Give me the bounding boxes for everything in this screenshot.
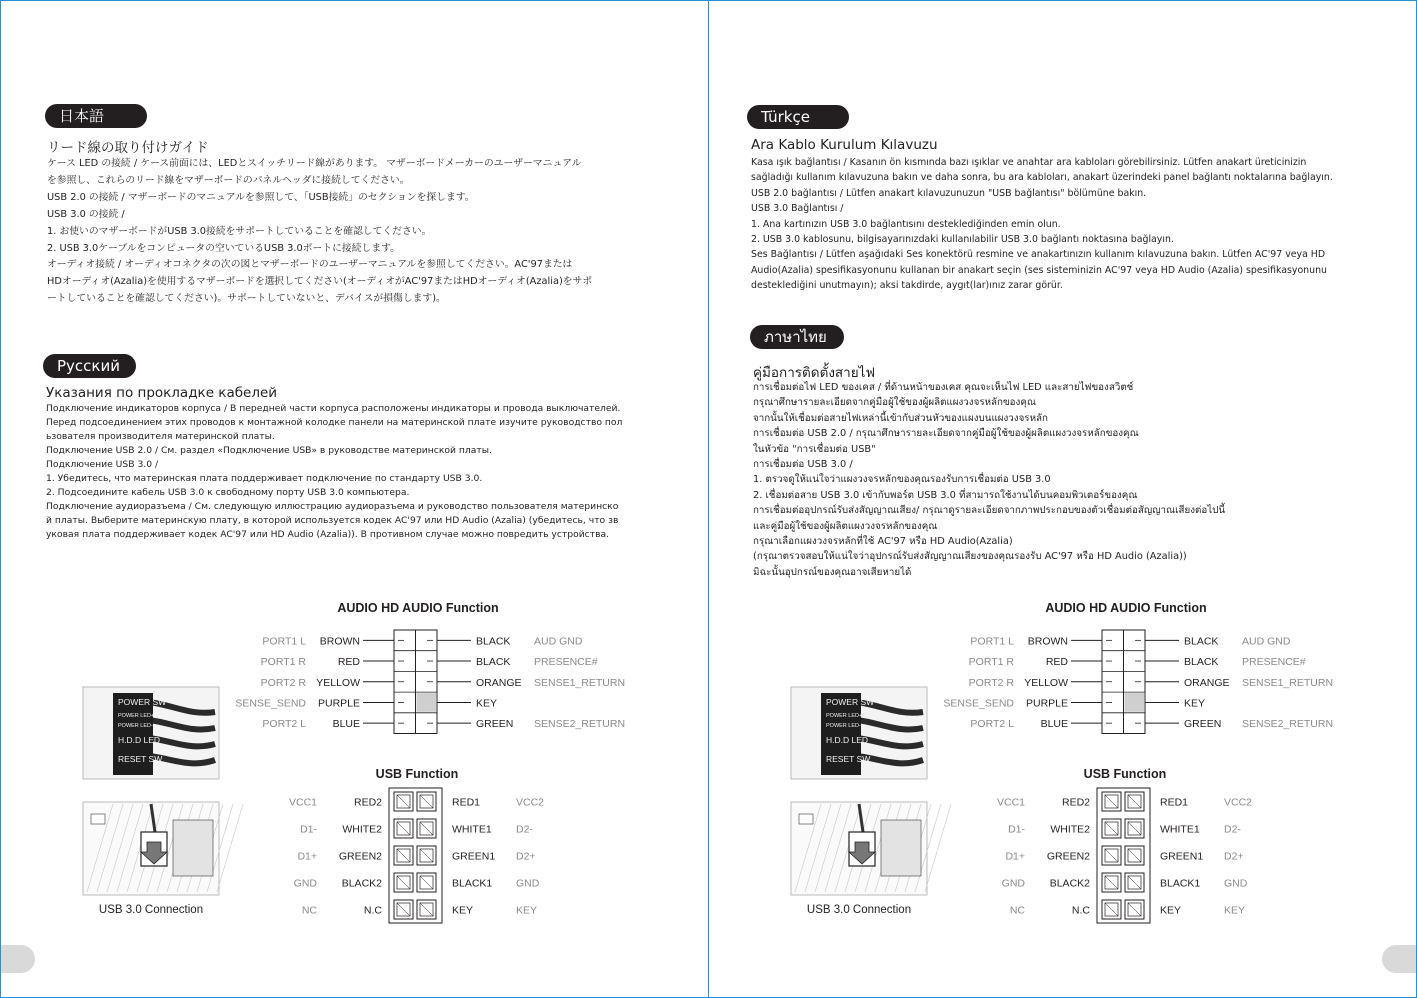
usb-right-signal: D2+ bbox=[1224, 850, 1244, 863]
russian-title: Указания по прокладке кабелей bbox=[46, 385, 278, 401]
audio-left-wire: RED bbox=[337, 656, 360, 669]
text-line: Перед подсоединением этих проводов к монтажной колодке панели на материнской плате изучите руководство пол bbox=[46, 417, 623, 428]
board-hatch bbox=[925, 804, 951, 892]
audio-left-wire: BLUE bbox=[1040, 718, 1068, 731]
thai-section-label: ภาษาไทย bbox=[750, 325, 844, 349]
text-line: ьзователя производителя материнской платы. bbox=[46, 431, 275, 442]
audio-right-wire: GREEN bbox=[1184, 718, 1222, 731]
board-chip bbox=[799, 814, 813, 824]
usb-left-wire: RED2 bbox=[1061, 796, 1090, 809]
text-line: USB 2.0 の接続 / マザーボードのマニュアルを参照して、「USB接続」のセクションを探します。 bbox=[47, 191, 475, 203]
audio-port-label: PORT2 R bbox=[968, 676, 1014, 689]
turkish-section-label: Türkçe bbox=[747, 105, 849, 129]
usb-left-signal: VCC1 bbox=[996, 796, 1025, 809]
audio-signal-label: PRESENCE# bbox=[1242, 656, 1306, 669]
connector-diagram-right bbox=[709, 1, 1417, 998]
usb-left-signal: D1+ bbox=[1005, 850, 1025, 863]
audio-port-label: SENSE_SEND bbox=[943, 697, 1014, 710]
usb-right-signal: GND bbox=[1224, 877, 1248, 890]
usb-right-signal: D2- bbox=[516, 823, 533, 836]
text-line: USB 3.0 の接続 / bbox=[47, 208, 125, 220]
audio-port-label: PORT1 R bbox=[968, 656, 1014, 669]
page-tab bbox=[1382, 945, 1417, 973]
audio-right-wire: BLACK bbox=[476, 656, 511, 669]
usb-left-wire: N.C bbox=[363, 904, 382, 917]
text-line: 2. เชื่อมต่อสาย USB 3.0 เข้ากับพอร์ต USB 3.0 ที่สามารถใช้งานได้บนคอมพิวเตอร์ของคุณ bbox=[753, 489, 1138, 501]
audio-left-wire: PURPLE bbox=[317, 697, 360, 710]
front-panel-label: POWER LED- bbox=[826, 723, 861, 729]
audio-right-wire: BLACK bbox=[1184, 635, 1219, 648]
page-tab bbox=[0, 945, 35, 973]
usb-left-signal: D1- bbox=[1008, 823, 1025, 836]
text-line: การเชื่อมต่อ USB 3.0 / bbox=[753, 459, 853, 471]
right-page bbox=[708, 0, 1417, 998]
usb-right-wire: WHITE1 bbox=[1160, 823, 1200, 836]
audio-key-pin bbox=[417, 693, 437, 712]
text-line: уковая плата поддерживает кодек AC'97 или HD Audio (Azalia)). В противном случае можно повредить устройства. bbox=[46, 529, 610, 540]
text-line: 1. ตรวจดูให้แน่ใจว่าแผงวงจรหลักของคุณรองรับการเชื่อมต่อ USB 3.0 bbox=[753, 474, 1051, 486]
audio-left-wire: BROWN bbox=[1027, 635, 1068, 648]
usb-right-wire: RED1 bbox=[452, 796, 481, 809]
audio-function-title: AUDIO HD AUDIO Function bbox=[1045, 601, 1207, 615]
text-line: HDオーディオ(Azalia)を使用するマザーボードを選択してください(オーディオがAC'97またはHDオーディオ(Azalia)をサポ bbox=[47, 276, 593, 288]
usb3-connection-caption: USB 3.0 Connection bbox=[806, 904, 912, 916]
text-line: sağladığı kullanım kılavuzuna bakın ve daha sonra, bu ara kabloları, anakart üzerindeki panel bağlantı noktalarına bağlayın. bbox=[751, 172, 1333, 184]
text-line: Kasa ışık bağlantısı / Kasanın ön kısmında bazı ışıklar ve anahtar ara kabloları görebilirsiniz. Lütfen anakart üreticinizin bbox=[751, 157, 1307, 168]
usb-left-wire: BLACK2 bbox=[1049, 877, 1090, 890]
usb-left-wire: GREEN2 bbox=[1046, 850, 1090, 863]
text-line: Подключение USB 3.0 / bbox=[46, 459, 159, 470]
audio-left-wire: BROWN bbox=[319, 635, 360, 648]
audio-left-wire: YELLOW bbox=[1024, 676, 1068, 689]
text-line: USB 3.0 Bağlantısı / bbox=[751, 203, 844, 215]
audio-right-wire: ORANGE bbox=[1184, 676, 1230, 689]
text-line: กรุณาศึกษารายละเอียดจากคู่มือผู้ใช้ของผู้ผลิตแผงวงจรหลักของคุณ bbox=[753, 397, 1036, 409]
usb-left-signal: D1- bbox=[300, 823, 317, 836]
board-slot bbox=[173, 820, 213, 876]
audio-port-label: PORT1 L bbox=[262, 635, 306, 648]
text-line: desteklediğini unutmayın); aksi takdirde, aygıt(lar)ınız zarar görür. bbox=[751, 280, 1063, 292]
audio-right-wire: GREEN bbox=[476, 718, 514, 731]
front-panel-label: POWER LED- bbox=[118, 723, 153, 729]
turkish-title: Ara Kablo Kurulum Kılavuzu bbox=[751, 137, 938, 153]
usb-right-signal: D2- bbox=[1224, 823, 1241, 836]
usb-right-wire: KEY bbox=[1160, 904, 1182, 917]
usb-left-wire: N.C bbox=[1071, 904, 1090, 917]
text-line: USB 2.0 bağlantısı / Lütfen anakart kılavuzunuzun "USB bağlantısı" bölümüne bakın. bbox=[751, 187, 1147, 199]
audio-signal-label: SENSE1_RETURN bbox=[1242, 676, 1334, 689]
text-line: Audio(Azalia) spesifikasyonunu kullanan bir anakart seçin (ses sisteminizin AC'97 veya HD Audio (Azalia) spesifikasyonunu bbox=[751, 264, 1327, 276]
usb-left-signal: GND bbox=[1001, 877, 1025, 890]
text-line: (กรุณาตรวจสอบให้แน่ใจว่าอุปกรณ์รับส่งสัญญาณเสียงของคุณรองรับ AC'97 หรือ HD Audio (Azalia)) bbox=[753, 551, 1187, 563]
usb-left-wire: WHITE2 bbox=[1050, 823, 1090, 836]
text-line: การเชื่อมต่อ USB 2.0 / กรุณาศึกษารายละเอียดจากคู่มือผู้ใช้ของผู้ผลิตแผงวงจรหลักของคุณ bbox=[753, 428, 1139, 440]
audio-right-wire: BLACK bbox=[1184, 656, 1219, 669]
usb-left-wire: WHITE2 bbox=[342, 823, 382, 836]
audio-signal-label: SENSE2_RETURN bbox=[534, 718, 626, 731]
text-line: Подключение аудиоразъема / См. следующую иллюстрацию аудиоразъема и руководство пользователя материнско bbox=[46, 501, 619, 512]
text-line: 2. USB 3.0 kablosunu, bilgisayarınızdaki kullanılabilir USB 3.0 bağlantı noktasına bağlayın. bbox=[751, 234, 1174, 246]
text-line: ートしていることを確認してください)。サポートしていないと、デバイスが損傷します)。 bbox=[47, 293, 446, 305]
thai-title: คู่มือการติดตั้งสายไฟ bbox=[753, 365, 876, 381]
audio-signal-label: AUD GND bbox=[1242, 635, 1291, 648]
board-hatch bbox=[217, 804, 243, 892]
audio-port-label: PORT2 L bbox=[970, 718, 1014, 731]
audio-port-label: PORT2 R bbox=[260, 676, 306, 689]
audio-left-wire: PURPLE bbox=[1025, 697, 1068, 710]
usb-right-signal: VCC2 bbox=[516, 796, 545, 809]
usb-right-signal: VCC2 bbox=[1224, 796, 1253, 809]
text-line: を参照し、これらのリード線をマザーボードのパネルヘッダに接続してください。 bbox=[47, 174, 410, 186]
audio-port-label: PORT2 L bbox=[262, 718, 306, 731]
usb-right-signal: D2+ bbox=[516, 850, 536, 863]
front-panel-label: RESET SW bbox=[826, 754, 871, 764]
text-line: オーディオ接続 / オーディオコネクタの次の図とマザーボードのユーザーマニュアルを参照してください。AC'97または bbox=[47, 259, 573, 271]
text-line: ในหัวข้อ "การเชื่อมต่อ USB" bbox=[753, 443, 876, 455]
usb-left-wire: GREEN2 bbox=[338, 850, 382, 863]
usb3-connection-caption: USB 3.0 Connection bbox=[98, 904, 204, 916]
usb-right-signal: KEY bbox=[516, 904, 538, 917]
audio-signal-label: SENSE1_RETURN bbox=[534, 676, 626, 689]
japanese-title: リード線の取り付けガイド bbox=[47, 140, 209, 156]
usb-right-signal: KEY bbox=[1224, 904, 1246, 917]
audio-right-wire: BLACK bbox=[476, 635, 511, 648]
audio-left-wire: RED bbox=[1045, 656, 1068, 669]
board-slot bbox=[881, 820, 921, 876]
text-line: 1. Убедитесь, что материнская плата поддерживает подключение по стандарту USB 3.0. bbox=[46, 473, 483, 484]
text-line: การเชื่อมต่อไฟ LED ของเคส / ที่ด้านหน้าของเคส คุณจะเห็นไฟ LED และสายไฟของสวิตช์ bbox=[753, 382, 1134, 393]
audio-right-wire: KEY bbox=[476, 697, 498, 710]
text-line: Подключение индикаторов корпуса / В передней части корпуса расположены индикаторы и провода выключателей. bbox=[46, 403, 621, 414]
japanese-section-label: 日本語 bbox=[45, 104, 147, 128]
usb-function-title: USB Function bbox=[1083, 767, 1167, 781]
usb-right-wire: GREEN1 bbox=[1160, 850, 1204, 863]
russian-section-label: Русский bbox=[43, 354, 136, 378]
usb-right-wire: GREEN1 bbox=[452, 850, 496, 863]
audio-signal-label: AUD GND bbox=[534, 635, 583, 648]
text-line: การเชื่อมต่ออุปกรณ์รับส่งสัญญาณเสียง/ กรุณาดูรายละเอียดจากภาพประกอบของตัวเชื่อมต่อสัญญาณเสียงต่อไปนี้ bbox=[753, 505, 1226, 517]
text-line: 1. Ana kartınızın USB 3.0 bağlantısını desteklediğinden emin olun. bbox=[751, 218, 1061, 230]
board-chip bbox=[91, 814, 105, 824]
usb-left-signal: VCC1 bbox=[288, 796, 317, 809]
text-line: Подключение USB 2.0 / См. раздел «Подключение USB» в руководстве материнской платы. bbox=[46, 445, 492, 456]
audio-key-pin bbox=[1125, 693, 1145, 712]
audio-right-wire: KEY bbox=[1184, 697, 1206, 710]
usb-right-wire: KEY bbox=[452, 904, 474, 917]
audio-port-label: PORT1 R bbox=[260, 656, 306, 669]
text-line: 2. Подсоедините кабель USB 3.0 к свободному порту USB 3.0 компьютера. bbox=[46, 487, 410, 498]
text-line: และคู่มือผู้ใช้ของผู้ผลิตแผงวงจรหลักของคุณ bbox=[753, 520, 938, 532]
usb-right-wire: BLACK1 bbox=[452, 877, 493, 890]
connector-diagram-left bbox=[1, 1, 709, 998]
front-panel-label: H.D.D LED bbox=[118, 735, 161, 745]
usb-left-wire: RED2 bbox=[353, 796, 382, 809]
audio-left-wire: BLUE bbox=[332, 718, 360, 731]
usb-left-signal: D1+ bbox=[297, 850, 317, 863]
text-line: จากนั้นให้เชื่อมต่อสายไฟเหล่านี้เข้ากับส่วนหัวของแผงบนแผงวงจรหลัก bbox=[753, 412, 1048, 424]
text-line: 2. USB 3.0ケーブルをコンピュータの空いているUSB 3.0ポートに接続します。 bbox=[47, 242, 400, 254]
usb-right-wire: RED1 bbox=[1160, 796, 1189, 809]
audio-port-label: SENSE_SEND bbox=[235, 697, 306, 710]
usb-left-signal: NC bbox=[301, 904, 317, 917]
audio-function-title: AUDIO HD AUDIO Function bbox=[337, 601, 499, 615]
front-panel-label: POWER SW bbox=[826, 697, 875, 707]
usb-left-signal: GND bbox=[293, 877, 317, 890]
text-line: Ses Bağlantısı / Lütfen aşağıdaki Ses konektörü resmine ve anakartınızın kullanım kılavuzuna bakın. Lütfen AC'97 veya HD bbox=[751, 249, 1326, 261]
front-panel-label: RESET SW bbox=[118, 754, 163, 764]
usb-left-wire: BLACK2 bbox=[341, 877, 382, 890]
front-panel-label: H.D.D LED bbox=[826, 735, 869, 745]
audio-right-wire: ORANGE bbox=[476, 676, 522, 689]
front-panel-label: POWER LED+ bbox=[118, 713, 155, 719]
usb-right-signal: GND bbox=[516, 877, 540, 890]
audio-port-label: PORT1 L bbox=[970, 635, 1014, 648]
text-line: มิฉะนั้นอุปกรณ์ของคุณอาจเสียหายได้ bbox=[753, 566, 912, 578]
front-panel-label: POWER LED+ bbox=[826, 713, 863, 719]
audio-signal-label: SENSE2_RETURN bbox=[1242, 718, 1334, 731]
front-panel-label: POWER SW bbox=[118, 697, 167, 707]
audio-signal-label: PRESENCE# bbox=[534, 656, 598, 669]
audio-left-wire: YELLOW bbox=[316, 676, 360, 689]
usb-right-wire: WHITE1 bbox=[452, 823, 492, 836]
text-line: ケース LED の接続 / ケース前面には、LEDとスイッチリード線があります。 マザーボードメーカーのユーザーマニュアル bbox=[47, 158, 582, 169]
usb-left-signal: NC bbox=[1009, 904, 1025, 917]
text-line: กรุณาเลือกแผงวงจรหลักที่ใช้ AC'97 หรือ HD Audio(Azalia) bbox=[753, 536, 1013, 548]
usb-right-wire: BLACK1 bbox=[1160, 877, 1201, 890]
text-line: 1. お使いのマザーボードがUSB 3.0接続をサポートしていることを確認してください。 bbox=[47, 225, 432, 237]
usb-function-title: USB Function bbox=[375, 767, 459, 781]
text-line: й платы. Выберите материнскую плату, в которой используется кодек AC'97 или HD Audio (Azalia) (убедитесь, что зв bbox=[46, 515, 619, 526]
